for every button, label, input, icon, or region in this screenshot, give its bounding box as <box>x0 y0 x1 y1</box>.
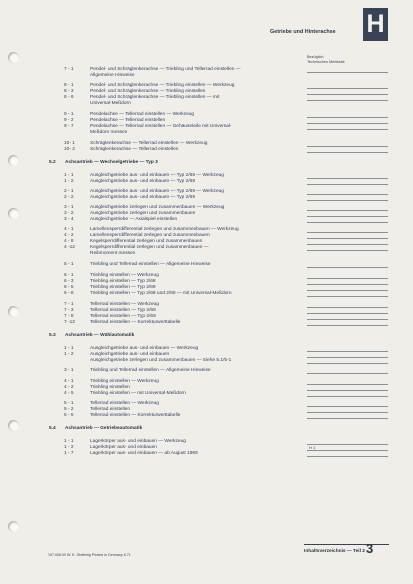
section-title: Achsantrieb — Getriebeautomatik <box>65 426 143 431</box>
entry-number: 5 - 2 <box>64 407 74 412</box>
entry-number: 7 - 1 <box>64 302 74 307</box>
entry-number: 3 - 1 <box>64 368 74 373</box>
entry-text: Lagerkörper aus- und einbauen — ab August 1969 <box>90 451 198 456</box>
entry-text: Ausgleichgetriebe aus- und einbauen — Typ 2/69 <box>90 195 195 200</box>
entry-text: Ausgleichgetriebe zerlegen und zusammenbauen <box>90 211 196 216</box>
entry-number: 7 - 8 <box>64 314 74 319</box>
entry-number: 7 - 3 <box>64 308 74 313</box>
entry-text: Tellerrad einstellen <box>90 407 130 412</box>
entry-number: 5 - 1 <box>64 262 74 267</box>
entry-text: Ausgleichgetriebe aus- und einbauen — Werkzeug <box>90 346 199 351</box>
entry-text: Reibmoment messen <box>90 251 136 256</box>
column-header <box>307 55 345 65</box>
reference-line <box>307 373 388 374</box>
entry-text: Triebling einstellen — Typ 2/68 <box>90 279 156 284</box>
list-item <box>0 147 413 153</box>
reference-value: H 1 <box>309 445 316 450</box>
list-item <box>0 358 413 364</box>
entry-text: Ausgleichgetriebe aus- und einbauen — Typ 2/69 — Werkzeug <box>90 189 224 194</box>
entry-number: 4 - 2 <box>64 233 74 238</box>
reference-line <box>307 152 388 153</box>
entry-text: Triebling und Tellerrad einstellen — Allgemeine Hinweise <box>90 368 211 373</box>
entry-text: Ausgleichgetriebe — Axialspiel einstellen <box>90 217 178 222</box>
entry-text: Schräglenkerachse — Tellerrad einstellen — Werkzeug <box>90 141 208 146</box>
reference-line <box>307 267 388 268</box>
entry-number: 4 - 2 <box>64 385 74 390</box>
entry-text: Schräglenkerachse — Tellerrad einstellen <box>90 147 179 152</box>
entry-text: Triebling und Tellerrad einstellen — Allgemeine Hinweise <box>90 262 211 267</box>
punch-hole <box>8 155 19 166</box>
entry-text: Pendelachse — Tellerrad einstellen <box>90 118 166 123</box>
entry-number: 1 - 1 <box>64 173 74 178</box>
entry-text: Kegelsperrdifferential zerlegen und zusammenbauen — <box>90 245 209 250</box>
section-number: 5.3 <box>49 333 56 338</box>
entry-text: Tellerrad einstellen — Werkzeug <box>90 401 159 406</box>
entry-text: Triebling einstellen — Typ 2/69 <box>90 285 156 290</box>
entry-number: 1 - 2 <box>64 179 74 184</box>
header-title: Getriebe und Hinterachse <box>270 29 336 35</box>
entry-number: 4 - 1 <box>64 227 74 232</box>
footer-label: Inhaltsverzeichnis — Teil 2 <box>304 549 365 554</box>
entry-text: Lamellensperrdifferential zerlegen und zusammenbauen — Werkzeug <box>90 227 239 232</box>
list-item <box>0 262 413 268</box>
entry-number: 4 - 8 <box>64 239 74 244</box>
entry-text: Allgemeine Hinweise <box>90 73 135 78</box>
list-item <box>0 130 413 136</box>
entry-text: Ausgleichgetriebe aus- und einbauen — Typ 2/68 <box>90 179 195 184</box>
list-item <box>0 251 413 257</box>
entry-number: 8 - 3 <box>64 89 74 94</box>
entry-number: 4 - 1 <box>64 379 74 384</box>
footer-rule <box>304 544 389 545</box>
reference-line <box>307 200 388 201</box>
entry-number: 6 - 1 <box>64 273 74 278</box>
entry-text: Tellerrad einstellen — Werkzeug <box>90 302 159 307</box>
punch-hole <box>8 521 19 532</box>
entry-text: Lagerkörper aus- und einbauen — Werkzeug <box>90 439 186 444</box>
reference-line <box>307 222 388 223</box>
entry-number: 6 - 5 <box>64 285 74 290</box>
list-item <box>0 368 413 374</box>
page-number: 3 <box>366 541 374 556</box>
section-number: 5.2 <box>49 160 56 165</box>
entry-number: 9 - 1 <box>64 112 74 117</box>
column-header-line: Technisches Merkblatt <box>307 60 345 64</box>
entry-number: 1 - 7 <box>64 451 74 456</box>
entry-text: Pendel- und Schräglenkerachse — Triebling einstellen — mit <box>90 95 220 100</box>
entry-number: 5 - 1 <box>64 401 74 406</box>
entry-text: Triebling einstellen — mit Universal-Meßdorn <box>90 391 186 396</box>
list-item <box>0 195 413 201</box>
entry-text: Pendel- und Schräglenkerachse — Triebling einstellen <box>90 89 206 94</box>
entry-text: Ausgleichgetriebe aus- und einbauen <box>90 352 170 357</box>
punch-hole <box>8 52 19 63</box>
entry-number: 10- 2 <box>64 147 75 152</box>
entry-text: Lagerkörper aus- und einbauen <box>90 445 157 450</box>
entry-text: Tellerrad einstellen — Typ 2/69 <box>90 314 156 319</box>
reference-line <box>307 184 388 185</box>
entry-number: 7 -12 <box>64 320 75 325</box>
entry-text: Ausgleichgetriebe zerlegen und zusammenbauen — Siehe 5.1/5-1 <box>90 358 232 363</box>
list-item <box>0 179 413 185</box>
section-title: Achsantrieb — Wechselgetriebe — Typ 3 <box>65 160 158 165</box>
entry-text: Tellerrad einstellen — Typ 2/68 <box>90 308 156 313</box>
section-number: 5.4 <box>49 426 56 431</box>
entry-number: 8 - 1 <box>64 83 74 88</box>
entry-text: Triebling einstellen <box>90 385 130 390</box>
reference-line <box>307 418 388 419</box>
list-item <box>0 73 413 79</box>
chapter-letter-box: H <box>363 8 388 41</box>
entry-text: Pendel- und Schräglenkerachse — Triebling einstellen — Werkzeug <box>90 83 235 88</box>
entry-text: Ausgleichgetriebe aus- und einbauen — Typ 2/68 — Werkzeug <box>90 173 224 178</box>
entry-text: Triebling einstellen — Werkzeug <box>90 379 159 384</box>
entry-text: Pendelachse — Tellerrad einstellen — Werkzeug <box>90 112 195 117</box>
entry-number: 4 - 5 <box>64 391 74 396</box>
entry-text: Meßdorn messen <box>90 130 128 135</box>
list-item <box>0 217 413 223</box>
list-item <box>0 413 413 419</box>
entry-text: Lamellensperrdifferential zerlegen und zusammenbauen <box>90 233 210 238</box>
list-item <box>0 101 413 107</box>
entry-text: Tellerrad einstellen — Korrekturwerttabelle <box>90 413 181 418</box>
entry-number: 8 - 6 <box>64 95 74 100</box>
entry-number: 9 - 7 <box>64 124 74 129</box>
entry-number: 3 - 1 <box>64 205 74 210</box>
entry-text: Pendelachse — Tellerrad einstellen — Gehäuseteile mit Universal- <box>90 124 232 129</box>
entry-number: 2 - 2 <box>64 195 74 200</box>
entry-text: Tellerrad einstellen — Korrekturwerttabelle <box>90 320 181 325</box>
entry-number: 7 - 1 <box>64 67 74 72</box>
reference-line <box>307 396 388 397</box>
entry-number: 3 - 4 <box>64 217 74 222</box>
entry-text: Triebling einstellen — Typ 2/68 und 2/69 — mit Universal-Meßdorn <box>90 291 232 296</box>
entry-text: Ausgleichgetriebe zerlegen und zusammenbauen — Werkzeug <box>90 205 225 210</box>
entry-number: 10- 1 <box>64 141 75 146</box>
column-header-line: Bezüglich <box>307 55 324 59</box>
entry-number: 2 - 1 <box>64 189 74 194</box>
reference-line <box>307 296 388 297</box>
print-code: 197.006.00 W. E. Stoftelrig Printed in Germany 6.71 <box>48 553 131 557</box>
entry-number: 1 - 1 <box>64 346 74 351</box>
list-item <box>0 451 413 457</box>
entry-number: 3 - 2 <box>64 211 74 216</box>
list-item <box>0 291 413 297</box>
entry-number: 4 -12 <box>64 245 75 250</box>
entry-number: 9 - 2 <box>64 118 74 123</box>
entry-number: 5 - 6 <box>64 413 74 418</box>
entry-text: Pendel- und Schräglenkerachse — Triebling und Tellerrad einstellen — <box>90 67 241 72</box>
punch-hole <box>8 420 19 431</box>
entry-number: 6 - 3 <box>64 279 74 284</box>
reference-line <box>307 456 388 457</box>
entry-number: 6 - 8 <box>64 291 74 296</box>
entry-number: 1 - 2 <box>64 352 74 357</box>
entry-text: Universal-Meßdorn <box>90 101 131 106</box>
entry-text: Kegelsperrdifferential zerlegen und zusammenbauen <box>90 239 203 244</box>
section-title: Achsantrieb — Wählautomatik <box>65 333 135 338</box>
entry-text: Triebling einstellen — Werkzeug <box>90 273 159 278</box>
list-item <box>0 320 413 326</box>
entry-number: 1 - 2 <box>64 445 74 450</box>
reference-line <box>307 363 388 364</box>
reference-line <box>307 325 388 326</box>
list-item <box>0 391 413 397</box>
entry-number: 1 - 1 <box>64 439 74 444</box>
